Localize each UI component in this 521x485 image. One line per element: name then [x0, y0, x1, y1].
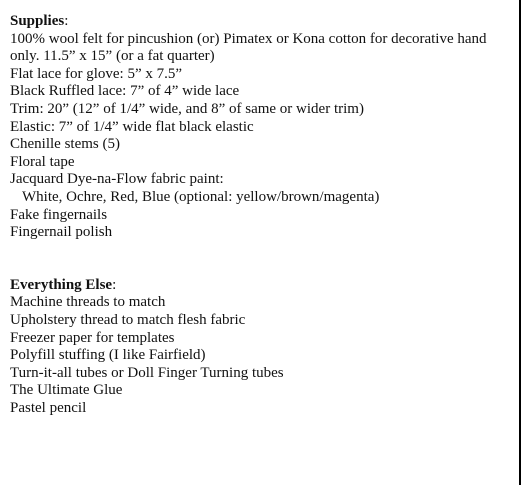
supplies-section: [10, 13, 510, 242]
supplies-title: Supplies: [10, 13, 65, 29]
supply-line-trim: Trim: 20” (12” of 1/4” wide, and 8” of same or wider trim): [10, 100, 364, 117]
supplies-heading: [10, 13, 510, 31]
else-line-freezer-paper: Freezer paper for templates: [10, 329, 175, 346]
supply-line-paint-colors: White, Ochre, Red, Blue (optional: yellow/brown/magenta): [22, 188, 380, 205]
everything-else-title-colon: :: [112, 276, 117, 293]
supply-line-floral-tape: Floral tape: [10, 153, 75, 170]
else-line-machine-threads: Machine threads to match: [10, 294, 166, 311]
supply-line-nail-polish: Fingernail polish: [10, 224, 113, 241]
supply-line-fabric-paint: Jacquard Dye-na-Flow fabric paint:: [10, 171, 224, 188]
everything-else-section: [10, 277, 510, 418]
else-line-upholstery-thread: Upholstery thread to match flesh fabric: [10, 311, 246, 328]
supply-line-ruffled-lace: Black Ruffled lace: 7” of 4” wide lace: [10, 83, 240, 100]
supply-line-felt: 100% wool felt for pincushion (or) Pimatex or Kona cotton for decorative hand only. 11.5” x 15” (or a fat quarter): [10, 30, 487, 65]
supply-line-chenille: Chenille stems (5): [10, 136, 120, 153]
supply-line-fingernails: Fake fingernails: [10, 206, 108, 223]
else-line-turning-tubes: Turn-it-all tubes or Doll Finger Turning tubes: [10, 364, 284, 381]
else-line-polyfill: Polyfill stuffing (I like Fairfield): [10, 347, 206, 364]
section-gap: [10, 242, 510, 277]
document-page: [10, 13, 510, 417]
supply-line-flat-lace: Flat lace for glove: 5” x 7.5”: [10, 65, 183, 82]
supplies-title-colon: :: [64, 13, 69, 29]
else-line-pastel-pencil: Pastel pencil: [10, 399, 87, 416]
everything-else-title: Everything Else: [10, 276, 113, 293]
else-line-glue: The Ultimate Glue: [10, 382, 123, 399]
everything-else-heading: [10, 277, 510, 295]
supply-line-elastic: Elastic: 7” of 1/4” wide flat black elastic: [10, 118, 254, 135]
